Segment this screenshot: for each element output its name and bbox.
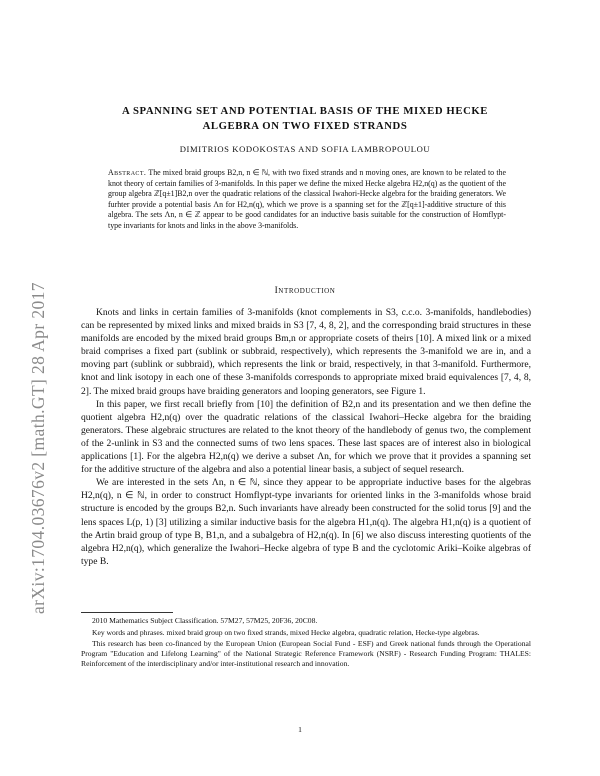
abstract <box>108 168 506 232</box>
title-line-2: ALGEBRA ON TWO FIXED STRANDS <box>202 120 408 132</box>
section-heading-introduction: Introduction <box>274 286 336 296</box>
abstract-text: The mixed braid groups B2,n, n ∈ ℕ, with two fixed strands and n moving ones, are known to be related to the knot theory of certain families of 3-manifolds. In this paper we define the mixed Hecke algebra H2,n(q) as the quotient of the group algebra ℤ[q±1]B2,n over the quadratic relations of the classical Iwahori-Hecke algebra for the braiding generators. We furhter provide a potential basis Λn for H2,n(q), which we prove is a spanning set for the ℤ[q±1]-additive structure of this algebra. The sets Λn, n ∈ ℤ appear to be good candidates for an inductive basis suitable for the construction of Homflypt-type invariants for knots and links in the above 3-manifolds. <box>108 168 506 230</box>
footnote-rule <box>81 612 173 613</box>
footnote-funding: This research has been co-financed by the European Union (European Social Fund - ESF) and Greek national funds through the Operational Program "Education and Lifelong Learning" of the National Strategic Reference Framework (NSRF) - Research Funding Program: THALES: Reinforcement of the interdisciplinary and/or inter-institutional research and innovation. <box>81 639 531 668</box>
page-number: 1 <box>298 725 302 734</box>
footnote-msc: 2010 Mathematics Subject Classification. 57M27, 57M25, 20F36, 20C08. <box>92 616 318 625</box>
paragraph-2: In this paper, we first recall briefly from [10] the definition of B2,n and its presentation and we then define the quotient algebra H2,n(q) over the quadratic relations of the classical Iwahori–Hecke algebra for the braiding generators. These algebraic structures are related to the knot theory of the handlebody of genus two, the complement of the 2-unlink in S3 and the connected sums of two lens spaces. These last spaces are of interest also in biological applications [1]. For the algebra H2,n(q) we derive a subset Λn, for which we prove that it provides a spanning set for the additive structure of the algebra and also a potential linear basis, a subject of sequel research. <box>81 398 531 476</box>
authors: DIMITRIOS KODOKOSTAS AND SOFIA LAMBROPOULOU <box>179 144 431 154</box>
paper-title <box>70 104 540 134</box>
arxiv-identifier: arXiv:1704.03676v2 [math.GT] 28 Apr 2017 <box>28 282 48 614</box>
paragraph-1: Knots and links in certain families of 3-manifolds (knot complements in S3, c.c.o. 3-manifolds, handlebodies) can be represented by mixed links and mixed braids in S3 [7, 4, 8, 2], and the corresponding braid structures in these manifolds are encoded by the mixed braid groups Bm,n or appropriate cosets of theirs [10]. A mixed link or a mixed braid comprises a fixed part (sublink or subbraid, respectively), which represents the 3-manifold we are in, and a moving part (sublink or subbraid), which represents the link or braid, respectively, in that 3-manifold. Furthermore, knot and link isotopy in each one of these 3-manifolds corresponds to appropriate mixed braid equivalences [7, 4, 8, 2]. The mixed braid groups have braiding generators and looping generators, see Figure 1. <box>81 307 531 397</box>
footnotes <box>81 616 531 671</box>
introduction-body <box>81 306 531 568</box>
abstract-label: Abstract. <box>108 168 147 177</box>
title-line-1: A SPANNING SET AND POTENTIAL BASIS OF THE MIXED HECKE <box>121 105 489 117</box>
paragraph-3: We are interested in the sets Λn, n ∈ ℕ, since they appear to be appropriate inductive bases for the algebras H2,n(q), n ∈ ℕ, in order to construct Homflypt-type invariants for oriented links in the 3-manifolds whose braid structure is encoded by the groups B2,n. Such invariants have already been constructed for the solid torus [9] and the lens spaces L(p, 1) [3] utilizing a similar inductive basis for the algebra H1,n(q). The algebra H1,n(q) is a quotient of the Artin braid group of type B, B1,n, and a subalgebra of H2,n(q). In [6] we also discuss interesting quotients of the algebra H2,n(q), which generalize the Iwahori–Hecke algebra of type B and the cyclotomic Ariki–Koike algebras of type B. <box>81 477 531 567</box>
footnote-keywords: Key words and phrases. mixed braid group on two fixed strands, mixed Hecke algebra, quadratic relation, Hecke-type algebras. <box>92 627 480 637</box>
